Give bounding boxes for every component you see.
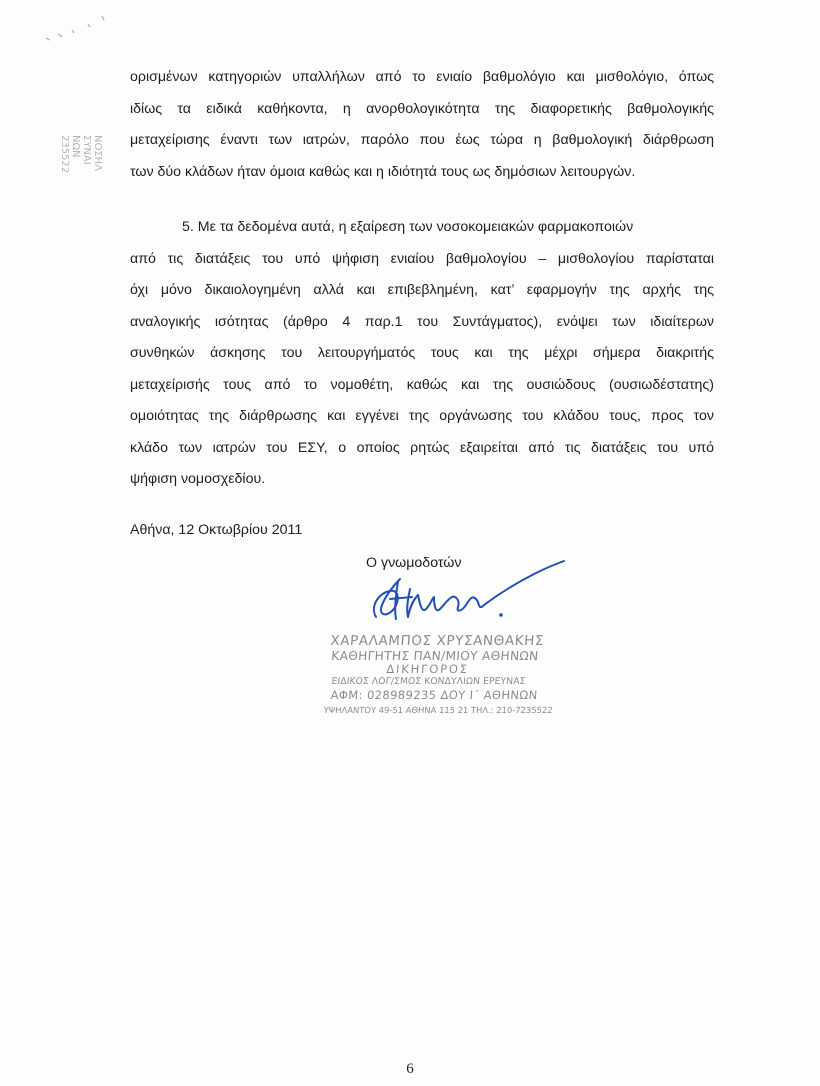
scan-artifact-marks bbox=[36, 10, 116, 44]
text-line: ορισμένων κατηγοριών υπαλλήλων από το ενιαίο βαθμολόγιο και μισθολόγιο, όπως bbox=[130, 69, 714, 85]
text-line: 5. Με τα δεδομένα αυτά, η εξαίρεση των νοσοκομειακών φαρμακοποιών bbox=[182, 219, 634, 235]
date-line: Αθήνα, 12 Οκτωβρίου 2011 bbox=[130, 522, 303, 538]
text-line: όχι μόνο δικαιολογημένη αλλά και επιβεβλημένη, κατ’ εφαρμογήν της αρχής της bbox=[130, 282, 714, 298]
stamp-tax-id: ΑΦΜ: 028989235 ΔΟΥ Ι΄ ΑΘΗΝΩΝ bbox=[330, 688, 539, 702]
stamp-name: ΧΑΡΑΛΑΜΠΟΣ ΧΡΥΣΑΝΘΑΚΗΣ bbox=[329, 633, 545, 649]
text-line: αναλογικής ισότητας (άρθρο 4 παρ.1 του Συντάγματος), ενόψει των ιδιαίτερων bbox=[130, 313, 714, 330]
lawyer-stamp bbox=[319, 634, 565, 716]
paragraph-continuation bbox=[130, 62, 714, 188]
paragraph-5 bbox=[130, 212, 714, 496]
signer-title: Ο γνωμοδοτών bbox=[366, 555, 462, 571]
side-stamp-line: 235522 bbox=[59, 135, 70, 174]
handwritten-signature bbox=[360, 555, 570, 635]
text-line: συνθηκών άσκησης του λειτουργήματός τους και της μέχρι σήμερα διακριτής bbox=[130, 345, 714, 361]
text-line: ιδίως τα ειδικά καθήκοντα, η ανορθολογικότητα της διαφορετικής βαθμολογικής bbox=[130, 100, 714, 117]
side-stamp-line: ΣΥΝΑΙ bbox=[81, 135, 92, 165]
text-line: από τις διατάξεις του υπό ψήφιση ενιαίου βαθμολογίου – μισθολογίου παρίσταται bbox=[130, 250, 714, 267]
side-stamp-line: ΝΩΝ bbox=[70, 135, 81, 158]
text-line: ομοιότητας της διάρθρωσης και εγγένει της οργάνωσης του κλάδου τους, προς τον bbox=[130, 408, 714, 424]
text-line: κλάδο των ιατρών του ΕΣΥ, ο οποίος ρητώς εξαιρείται από τις διατάξεις του υπό bbox=[130, 439, 714, 456]
text-line: των δύο κλάδων ήταν όμοια καθώς και η ιδιότητά τους ως δημόσιων λειτουργών. bbox=[130, 163, 636, 180]
stamp-profession: ΔΙΚΗΓΟΡΟΣ bbox=[385, 662, 470, 676]
stamp-position: ΚΑΘΗΓΗΤΗΣ ΠΑΝ/ΜΙΟΥ ΑΘΗΝΩΝ bbox=[330, 649, 539, 663]
side-stamp bbox=[43, 135, 103, 225]
text-line: ψήφιση νομοσχεδίου. bbox=[130, 471, 266, 487]
stamp-role: ΕΙΔΙΚΟΣ ΛΟΓ/ΣΜΟΣ ΚΟΝΔΥΛΙΩΝ ΕΡΕΥΝΑΣ bbox=[331, 676, 526, 687]
text-line: μεταχείρισης έναντι των ιατρών, παρόλο που έως τώρα η βαθμολογική διάρθρωση bbox=[130, 132, 714, 148]
page-number: 6 bbox=[406, 1061, 414, 1077]
stamp-address: ΥΨΗΛΑΝΤΟΥ 49-51 ΑΘΗΝΑ 115 21 ΤΗΛ.: 210-7235522 bbox=[323, 705, 553, 715]
text-line: μεταχείρισής τους από το νομοθέτη, καθώς και της ουσιώδους (ουσιωδέστατης) bbox=[130, 376, 714, 393]
side-stamp-line: ΝΟΣΗΛ bbox=[92, 135, 103, 172]
